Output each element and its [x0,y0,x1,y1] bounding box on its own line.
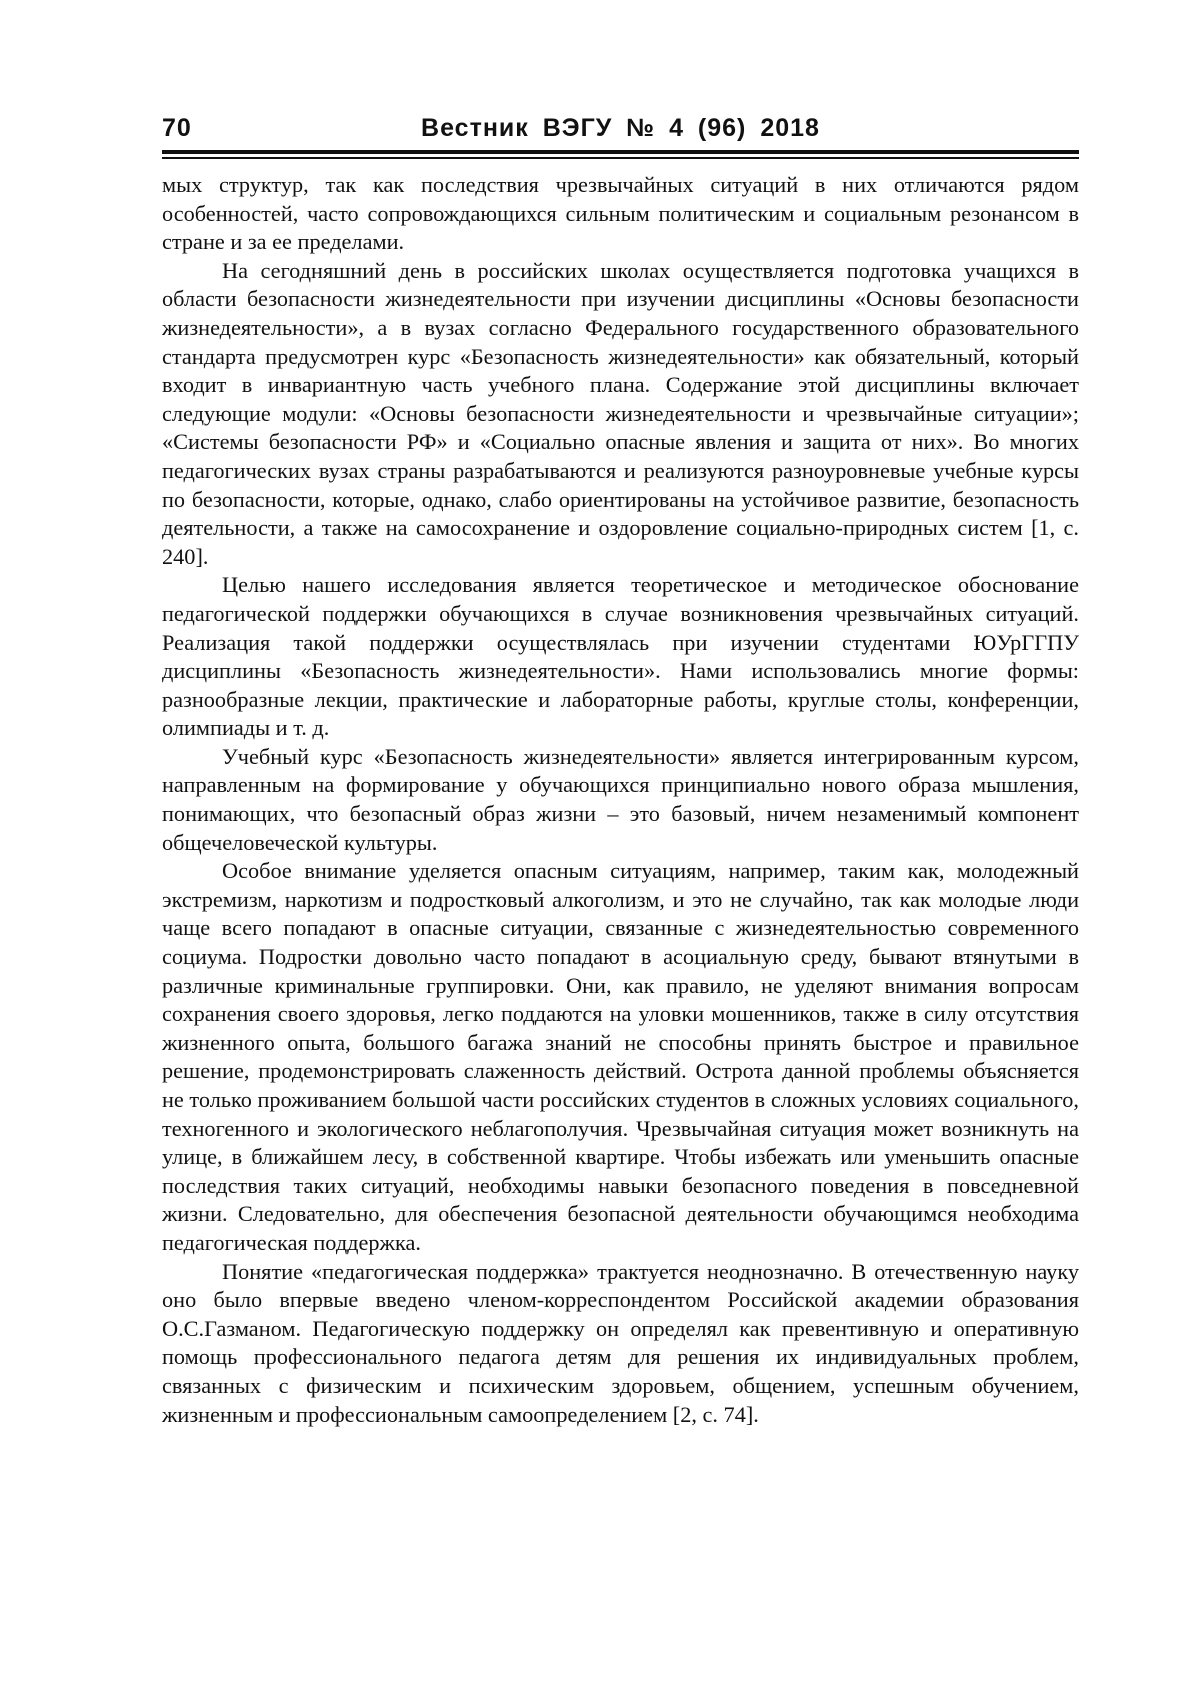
page-number: 70 [162,114,192,142]
paragraph: Учебный курс «Безопасность жизнедеятельности» является интегрированным курсом, направленным на формирование у обучающихся принципиально нового образа мышления, понимающих, что безопасный образ жизни – это базовый, ничем незаменимый компонент общечеловеческой культуры. [162,743,1079,855]
running-header [162,110,1079,146]
paragraph-continuation: мых структур, так как последствия чрезвычайных ситуаций в них отличаются рядом особенностей, часто сопровождающихся сильным политическим и социальным резонансом в стране и за ее пределами. [162,172,1079,255]
paragraph: Понятие «педагогическая поддержка» трактуется неоднозначно. В отечественную науку оно было впервые введено членом-корреспондентом Российской академии образования О.С.Газманом. Педагогическую поддержку он определял как превентивную и оперативную помощь профессионального педагога детям для решения их индивидуальных проблем, связанных с физическим и психическим здоровьем, общением, успешным обучением, жизненным и профессиональным самоопределением [2, с. 74]. [162,1258,1079,1427]
header-rule-thick [162,150,1079,154]
header-rule-thin [162,157,1079,159]
journal-page [162,110,1079,1429]
paragraph: На сегодняшний день в российских школах осуществляется подготовка учащихся в области безопасности жизнедеятельности при изучении дисциплины «Основы безопасности жизнедеятельности», а в вузах согласно Федерального государственного образовательного стандарта предусмотрен курс «Безопасность жизнедеятельности» как обязательный, который входит в инвариантную часть учебного плана. Содержание этой дисциплины включает следующие модули: «Основы безопасности жизнедеятельности и чрезвычайные ситуации»; «Системы безопасности РФ» и «Социально опасные явления и защита от них». Во многих педагогических вузах страны разрабатываются и реализуются разноуровневые учебные курсы по безопасности, которые, однако, слабо ориентированы на устойчивое развитие, безопасность деятельности, а также на самосохранение и оздоровление социально-природных систем [1, с. 240]. [162,257,1079,569]
article-body [162,171,1079,1429]
journal-title: Вестник ВЭГУ № 4 (96) 2018 [421,114,820,142]
paragraph: Особое внимание уделяется опасным ситуациям, например, таким как, молодежный экстремизм, наркотизм и подростковый алкоголизм, и это не случайно, так как молодые люди чаще всего попадают в опасные ситуации, связанные с жизнедеятельностью современного социума. Подростки довольно часто попадают в асоциальную среду, бывают втянутыми в различные криминальные группировки. Они, как правило, не уделяют внимания вопросам сохранения своего здоровья, легко поддаются на уловки мошенников, также в силу отсутствия жизненного опыта, большого багажа знаний не способны принять быстрое и правильное решение, продемонстрировать слаженность действий. Острота данной проблемы объясняется не только проживанием большой части российских студентов в сложных условиях социального, техногенного и экологического неблагополучия. Чрезвычайная ситуация может возникнуть на улице, в ближайшем лесу, в собственной квартире. Чтобы избежать или уменьшить опасные последствия таких ситуаций, необходимы навыки безопасного поведения в повседневной жизни. Следовательно, для обеспечения безопасной деятельности обучающимся необходима педагогическая поддержка. [162,858,1079,1255]
paragraph: Целью нашего исследования является теоретическое и методическое обоснование педагогической поддержки обучающихся в случае возникновения чрезвычайных ситуаций. Реализация такой поддержки осуществлялась при изучении студентами ЮУрГГПУ дисциплины «Безопасность жизнедеятельности». Нами использовались многие формы: разнообразные лекции, практические и лабораторные работы, круглые столы, конференции, олимпиады и т. д. [162,572,1079,741]
